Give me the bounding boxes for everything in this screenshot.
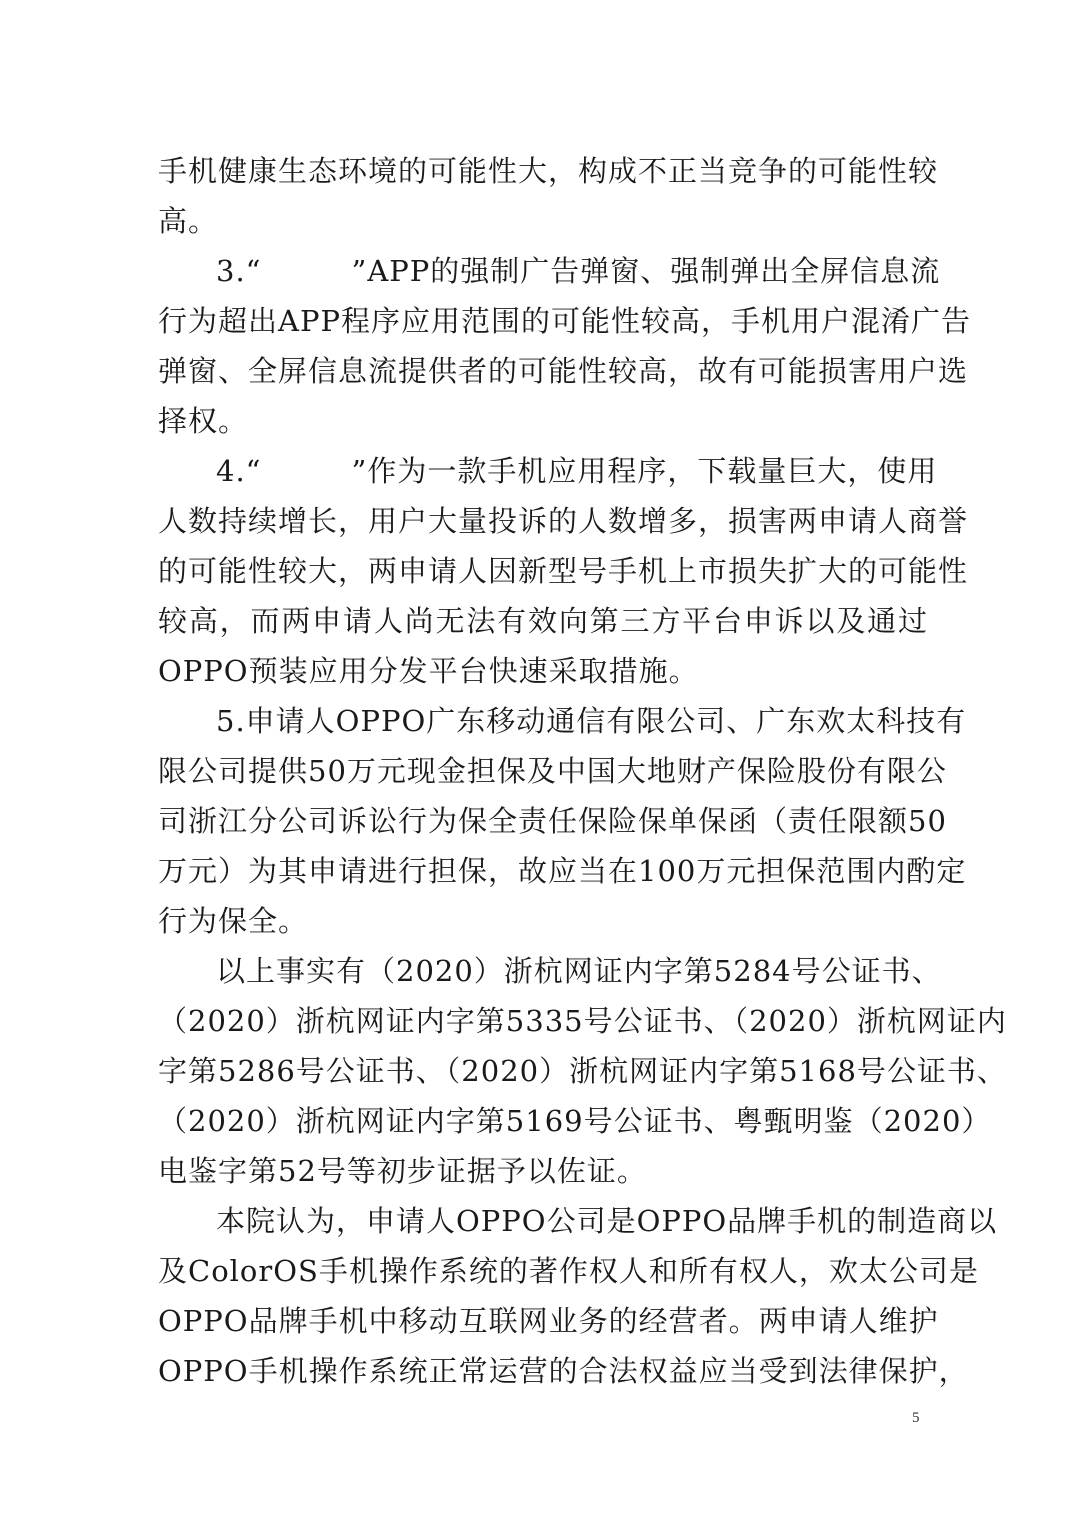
text-line: 3.“ ”APP的强制广告弹窗、强制弹出全屏信息流: [216, 254, 941, 288]
text-line: （2020）浙杭网证内字第5169号公证书、粤甄明鉴（2020）: [158, 1104, 992, 1138]
text-line: 高。: [158, 204, 219, 238]
text-line: 较高，而两申请人尚无法有效向第三方平台申诉以及通过: [158, 604, 928, 638]
text-line: 手机健康生态环境的可能性大，构成不正当竞争的可能性较: [158, 154, 939, 188]
text-line: 限公司提供50万元现金担保及中国大地财产保险股份有限公: [158, 754, 947, 788]
text-line: 行为保全。: [158, 904, 309, 938]
document-body: [158, 146, 1007, 1396]
text-line: 弹窗、全屏信息流提供者的可能性较高，故有可能损害用户选: [158, 354, 969, 388]
text-line: 字第5286号公证书、（2020）浙杭网证内字第5168号公证书、: [158, 1054, 1007, 1088]
text-line: 行为超出APP程序应用范围的可能性较高，手机用户混淆广告: [158, 304, 971, 338]
text-line: （2020）浙杭网证内字第5335号公证书、（2020）浙杭网证内: [158, 1004, 1007, 1038]
text-line: OPPO品牌手机中移动互联网业务的经营者。两申请人维护: [158, 1304, 939, 1338]
text-line: 4.“ ”作为一款手机应用程序，下载量巨大，使用: [216, 454, 938, 488]
text-line: 万元）为其申请进行担保，故应当在100万元担保范围内酌定: [158, 854, 967, 888]
text-line: 择权。: [158, 404, 249, 438]
text-line: 电鉴字第52号等初步证据予以佐证。: [158, 1154, 647, 1188]
text-line: 人数持续增长，用户大量投诉的人数增多，损害两申请人商誉: [158, 504, 969, 538]
text-line: OPPO手机操作系统正常运营的合法权益应当受到法律保护，: [158, 1354, 969, 1388]
text-line: 本院认为，申请人OPPO公司是OPPO品牌手机的制造商以: [216, 1204, 998, 1238]
text-line: OPPO预装应用分发平台快速采取措施。: [158, 654, 699, 688]
text-line: 的可能性较大，两申请人因新型号手机上市损失扩大的可能性: [158, 554, 969, 588]
text-line: 以上事实有（2020）浙杭网证内字第5284号公证书、: [216, 954, 942, 988]
text-line: 及ColorOS手机操作系统的著作权人和所有权人，欢太公司是: [158, 1254, 979, 1288]
text-line: 5.申请人OPPO广东移动通信有限公司、广东欢太科技有: [216, 704, 967, 738]
page-number: 5: [912, 1410, 920, 1426]
text-line: 司浙江分公司诉讼行为保全责任保险保单保函（责任限额50: [158, 804, 947, 838]
